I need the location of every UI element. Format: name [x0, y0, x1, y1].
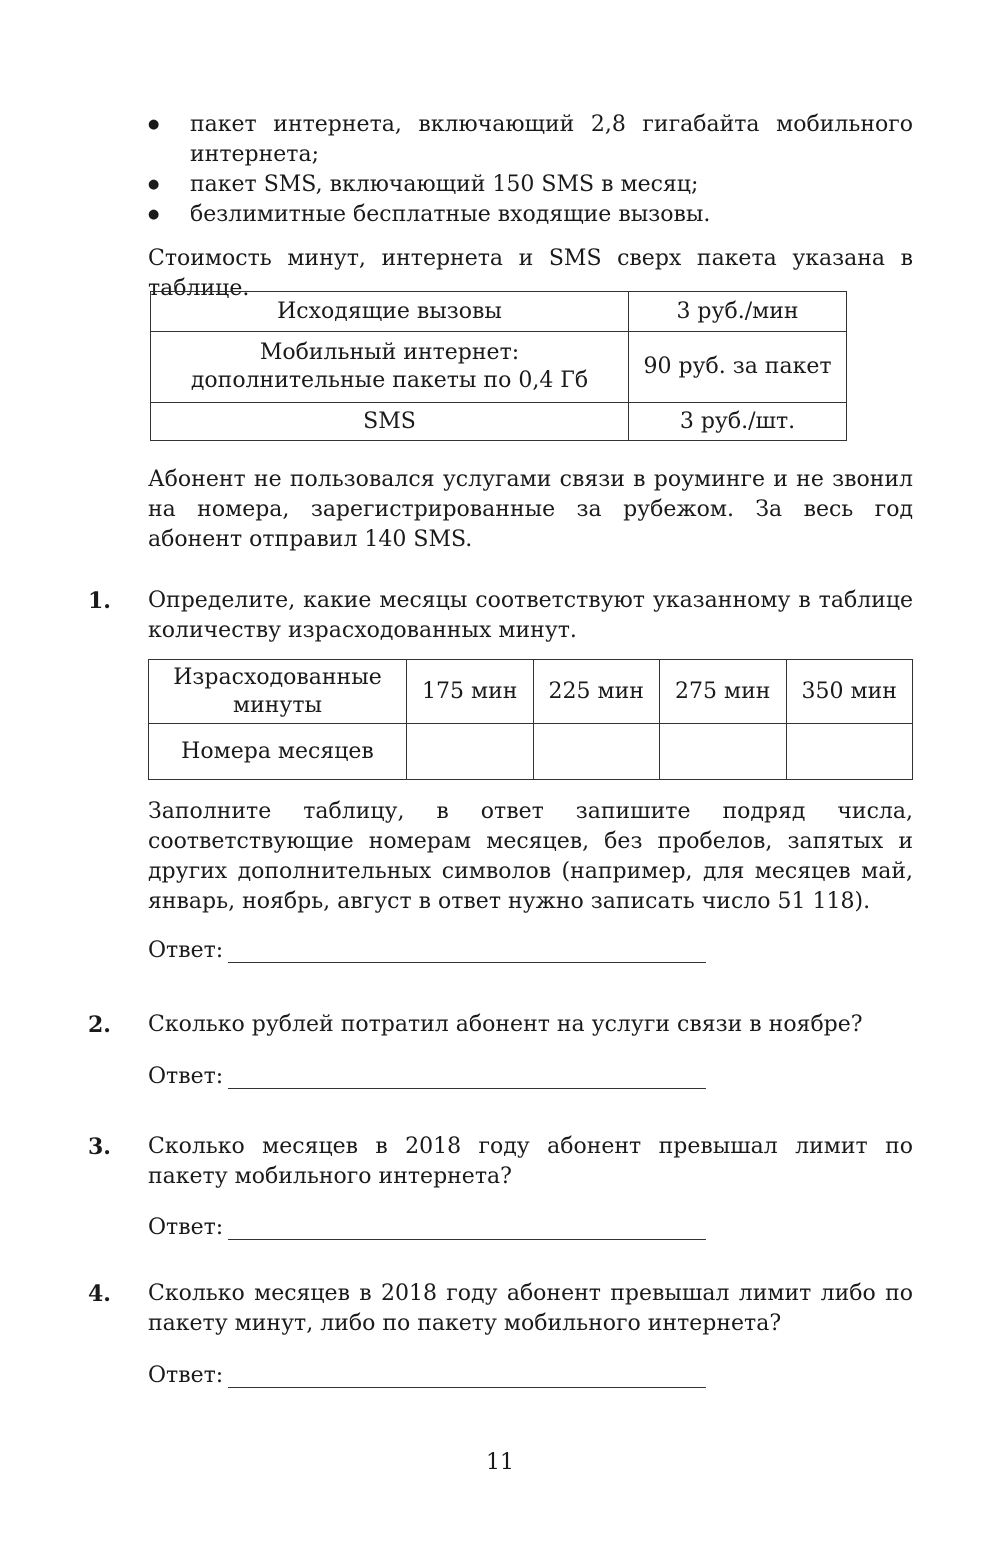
- cost-price-cell: 90 руб. за пакет: [629, 332, 847, 403]
- month-number-input-cell[interactable]: [533, 724, 660, 780]
- cost-service-line: дополнительные пакеты по 0,4 Гб: [190, 368, 589, 393]
- bullet-sms-package: ● пакет SMS, включающий 150 SMS в месяц;: [148, 170, 913, 200]
- minutes-table: [148, 659, 913, 780]
- month-numbers-label-cell: Номера месяцев: [149, 724, 407, 780]
- question-1-instruction: Заполните таблицу, в ответ запишите подряд числа, соответствующие номерам месяцев, без пробелов, запятых и других дополнительных символов (например, для месяцев май, январь, ноябрь, август в ответ нужно записать число 51 118).: [148, 799, 913, 914]
- question-2-text: Сколько рублей потратил абонент на услуги связи в ноябре?: [148, 1012, 863, 1037]
- cost-service-cell: SMS: [151, 403, 629, 441]
- answer-label: Ответ:: [148, 1215, 224, 1240]
- answer-2-field[interactable]: [228, 1088, 706, 1089]
- question-1-text: Определите, какие месяцы соответствуют указанному в таблице количеству израсходованных минут.: [148, 588, 913, 643]
- month-number-input-cell[interactable]: [660, 724, 787, 780]
- question-4-number: 4.: [88, 1281, 111, 1307]
- minutes-value-cell: 225 мин: [533, 660, 660, 724]
- cost-service-cell: [151, 332, 629, 403]
- answer-4-field[interactable]: [228, 1387, 706, 1388]
- answer-1: [148, 936, 223, 966]
- cost-service-cell: Исходящие вызовы: [151, 292, 629, 332]
- month-number-input-cell[interactable]: [407, 724, 534, 780]
- minutes-value-cell: 175 мин: [407, 660, 534, 724]
- table-row: [149, 724, 913, 780]
- cost-price-cell: 3 руб./мин: [629, 292, 847, 332]
- cost-price-cell: 3 руб./шт.: [629, 403, 847, 441]
- question-3-text: Сколько месяцев в 2018 году абонент превышал лимит по пакету мобильного интернета?: [148, 1134, 913, 1189]
- tariff-bullet-list: [148, 110, 913, 230]
- minutes-label-line: Израсходованные: [173, 664, 382, 690]
- month-number-input-cell[interactable]: [786, 724, 913, 780]
- cost-service-line: Мобильный интернет:: [259, 340, 520, 365]
- question-2-number: 2.: [88, 1012, 111, 1038]
- cost-intro-paragraph: Стоимость минут, интернета и SMS сверх пакета указана в таблице.: [148, 246, 913, 301]
- bullet-internet-package: ● пакет интернета, включающий 2,8 гигабайта мобильного интернета;: [148, 110, 913, 170]
- minutes-value-cell: 350 мин: [786, 660, 913, 724]
- table-row: [151, 332, 847, 403]
- question-4-text: Сколько месяцев в 2018 году абонент превышал лимит либо по пакету минут, либо по пакету мобильного интернета?: [148, 1281, 913, 1336]
- answer-1-field[interactable]: [228, 962, 706, 963]
- roaming-note-paragraph: Абонент не пользовался услугами связи в роуминге и не звонил на номера, зарегистрированные за рубежом. За весь год абонент отправил 140 SMS.: [148, 467, 913, 552]
- minutes-value-cell: 275 мин: [660, 660, 787, 724]
- answer-2: [148, 1062, 223, 1092]
- table-row: [149, 660, 913, 724]
- bullet-incoming-calls: ● безлимитные бесплатные входящие вызовы.: [148, 200, 913, 230]
- question-3-number: 3.: [88, 1134, 111, 1160]
- answer-4: [148, 1361, 223, 1391]
- minutes-label-cell: [149, 660, 407, 724]
- answer-label: Ответ:: [148, 938, 224, 963]
- answer-3: [148, 1213, 223, 1243]
- cost-table: [150, 291, 847, 441]
- answer-label: Ответ:: [148, 1064, 224, 1089]
- answer-label: Ответ:: [148, 1363, 224, 1388]
- question-1-number: 1.: [88, 588, 111, 614]
- table-row: [151, 403, 847, 441]
- page-number: 11: [486, 1450, 514, 1475]
- table-row: [151, 292, 847, 332]
- answer-3-field[interactable]: [228, 1239, 706, 1240]
- minutes-label-line: минуты: [232, 692, 323, 718]
